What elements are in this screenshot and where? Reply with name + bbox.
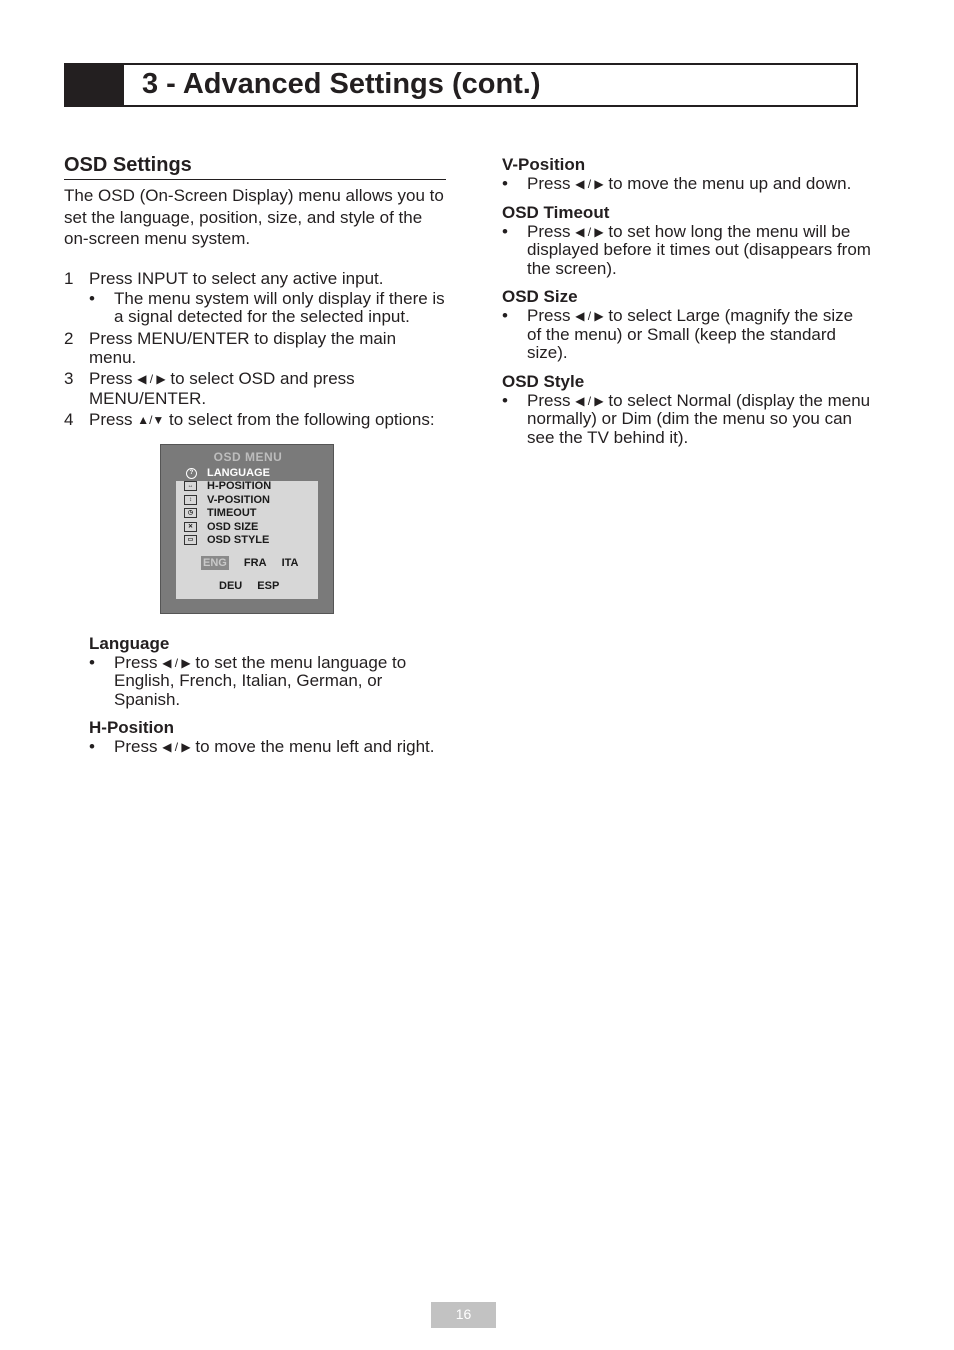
step-3	[64, 369, 446, 408]
bullet-dot: •	[502, 390, 508, 410]
osd-language-row-1	[201, 553, 310, 575]
language-option-fra: FRA	[243, 556, 267, 569]
right-column	[502, 155, 872, 447]
h-position-bullet: • Press ◀ / ▶ to move the menu left and right.	[89, 737, 435, 756]
step-1	[64, 269, 446, 288]
step-4	[64, 410, 446, 430]
osd-menu-screenshot	[160, 444, 334, 614]
osd-language-row-2	[219, 576, 291, 598]
osd-menu-item-v-position: ↕ V-POSITION	[179, 494, 271, 508]
bullet-dot: •	[89, 652, 95, 672]
bullet-dot: •	[502, 306, 508, 325]
v-position-bullet: • Press ◀ / ▶ to move the menu up and down.	[502, 174, 852, 193]
step-number: 4	[64, 409, 74, 429]
v-position-heading: V-Position	[502, 155, 586, 174]
page-number: 16	[431, 1302, 496, 1328]
bullet-dot: •	[502, 221, 508, 241]
step-text: Press	[89, 409, 133, 429]
step-text: Press INPUT to select any active input.	[89, 268, 384, 288]
page-title: 3 - Advanced Settings (cont.)	[142, 68, 541, 100]
left-right-arrow-icon: ◀ / ▶	[162, 655, 191, 670]
up-down-arrow-icon: ▲/▼	[137, 412, 165, 427]
step-text: Press MENU/ENTER to display the main menu.	[89, 328, 397, 367]
step-text: to select OSD and press MENU/ENTER.	[89, 368, 355, 408]
osd-menu-item-h-position: ↔ H-POSITION	[179, 480, 271, 494]
osd-menu-item-osd-size: ✕ OSD SIZE	[179, 521, 271, 535]
bullet-dot: •	[89, 737, 95, 756]
header-block	[66, 65, 124, 105]
intro-paragraph: The OSD (On-Screen Display) menu allows you to set the language, position, size, and style of the on-screen menu system.	[64, 186, 444, 248]
osd-timeout-heading: OSD Timeout	[502, 202, 610, 222]
osd-menu-item-timeout: ◷ TIMEOUT	[179, 507, 271, 521]
language-bullet: • Press ◀ / ▶ to set the menu language to English, French, Italian, German, or Spanish.	[89, 652, 407, 709]
step-text: to select from the following options:	[169, 409, 435, 429]
osd-size-icon: ✕	[184, 522, 197, 532]
step-text: Press	[89, 368, 133, 388]
step-2	[64, 329, 446, 367]
language-option-ita: ITA	[281, 556, 299, 569]
left-right-arrow-icon: ◀ / ▶	[575, 224, 604, 239]
left-right-arrow-icon: ◀ / ▶	[137, 371, 166, 386]
section-title: OSD Settings	[64, 153, 446, 180]
left-right-arrow-icon: ◀ / ▶	[162, 740, 191, 754]
osd-size-heading: OSD Size	[502, 287, 578, 306]
left-right-arrow-icon: ◀ / ▶	[575, 177, 604, 191]
timeout-icon: ◷	[184, 508, 197, 518]
note-text: The menu system will only display if there is a signal detected for the selected input.	[114, 288, 445, 326]
step-number: 2	[64, 328, 74, 348]
language-option-deu: DEU	[219, 579, 243, 592]
osd-menu-items	[179, 467, 271, 548]
language-section	[64, 634, 446, 757]
h-position-icon: ↔	[184, 481, 197, 491]
osd-size-bullet: • Press ◀ / ▶ to select Large (magnify the size of the menu) or Small (keep the standard size).	[502, 306, 854, 362]
left-right-arrow-icon: ◀ / ▶	[575, 309, 604, 323]
osd-menu-item-language: ? LANGUAGE	[179, 467, 271, 481]
h-position-heading: H-Position	[89, 718, 174, 737]
left-right-arrow-icon: ◀ / ▶	[575, 393, 604, 408]
language-icon: ?	[186, 468, 197, 479]
osd-menu-title: OSD MENU	[213, 449, 283, 464]
left-column	[64, 153, 446, 757]
language-option-eng: ENG	[203, 556, 227, 569]
language-option-esp: ESP	[257, 579, 280, 592]
step-1-note	[64, 290, 446, 326]
osd-style-bullet: • Press ◀ / ▶ to select Normal (display the menu normally) or Dim (dim the menu so you can see the TV behind it).	[502, 390, 871, 447]
osd-timeout-bullet: • Press ◀ / ▶ to set how long the menu will be displayed before it times out (disappears from the screen).	[502, 221, 871, 278]
language-heading: Language	[89, 633, 170, 653]
v-position-icon: ↕	[184, 495, 197, 505]
step-number: 3	[64, 368, 74, 388]
osd-style-heading: OSD Style	[502, 371, 585, 391]
step-number: 1	[64, 268, 74, 288]
bullet-dot: •	[89, 288, 95, 308]
chapter-header	[64, 63, 858, 107]
bullet-dot: •	[502, 174, 508, 193]
osd-style-icon: ▭	[184, 535, 197, 545]
osd-menu-item-osd-style: ▭ OSD STYLE	[179, 534, 271, 548]
